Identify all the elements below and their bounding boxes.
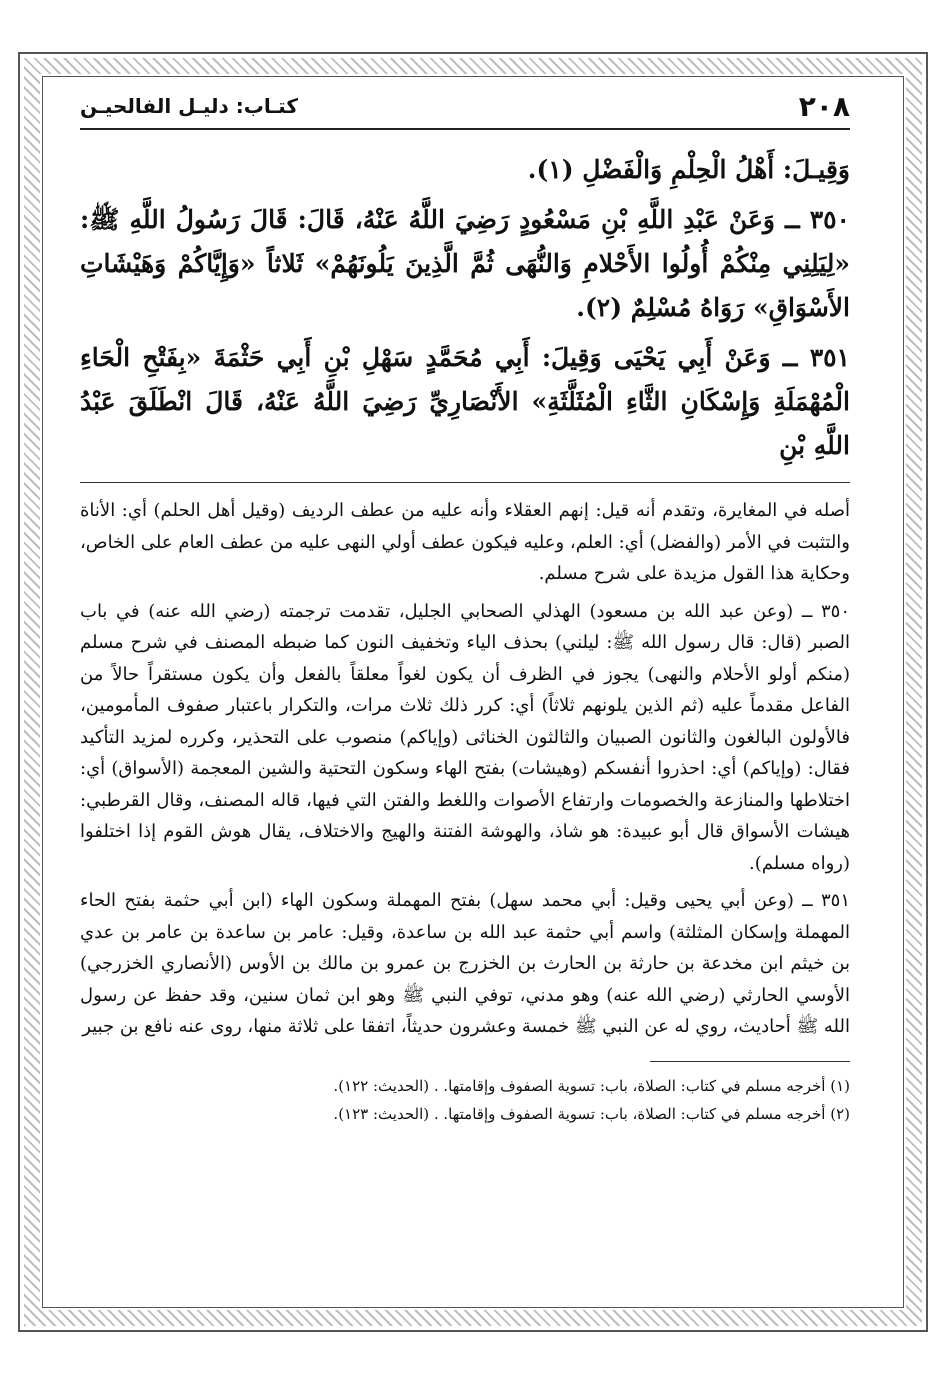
matn-paragraph: ٣٥١ ــ وَعَنْ أَبِي يَحْيَى وَقِيلَ: أَبِي مُحَمَّدٍ سَهْلِ بْنِ أَبِي حَثْمَةَ «بِفَتْحِ الْحَاءِ الْمُهْمَلَةِ وَإِسْكَانِ الثَّاءِ الْمُثَلَّثَةِ» الأَنْصَارِيِّ رَضِيَ اللَّهُ عَنْهُ، قَالَ انْطَلَقَ عَبْدُ اللَّهِ بْنِ bbox=[80, 343, 850, 460]
running-header bbox=[80, 84, 850, 130]
footnotes bbox=[80, 1072, 850, 1128]
matn-paragraph: وَقِيـلَ: أَهْلُ الْحِلْمِ وَالْفَضْلِ (١). bbox=[527, 155, 850, 184]
footnote: (٢) أخرجه مسلم في كتاب: الصلاة، باب: تسوية الصفوف وإقامتها. . (الحديث: ١٢٣). bbox=[333, 1104, 850, 1123]
footnote-separator bbox=[650, 1061, 850, 1062]
sharh-paragraph: ٣٥١ ــ (وعن أبي يحيى وقيل: أبي محمد سهل) بفتح المهملة وسكون الهاء (ابن أبي حثمة بفتح الحاء المهملة وإسكان المثلثة) واسم أبي حثمة عبد الله بن ساعدة، وقيل: عامر بن ساعدة بن عامر بن عدي بن خيثم ابن مخدعة بن حارثة بن الحارث بن الخزرج بن عمرو بن مالك بن الأوس (الأنصاري الخزرجي) الأوسي الحارثي (رضي الله عنه) وهو مدني، توفي النبي ﷺ وهو ابن ثمان سنين، وقد حفظ عن رسول الله ﷺ أحاديث، روي له عن النبي ﷺ خمسة وعشرون حديثاً، اتفقا على ثلاثة منها، روى عنه نافع بن جبير bbox=[80, 890, 851, 1037]
book-title: كتـاب: دليـل الفالحيـن bbox=[80, 94, 298, 118]
page-number: ٢٠٨ bbox=[798, 89, 850, 123]
commentary-text bbox=[80, 495, 850, 1043]
sharh-paragraph: أصله في المغايرة، وتقدم أنه قيل: إنهم العقلاء وأنه عليه من عطف الرديف (وقيل أهل الحلم) أي: الأناة والتثبت في الأمر (والفضل) أي: العلم، وعليه فيكون عطف أولي النهى عليه من عطف العام على الخاص، وحكاية هذا القول مزيدة على شرح مسلم. bbox=[80, 500, 850, 584]
page-content bbox=[80, 84, 850, 1294]
hadith-text bbox=[80, 148, 850, 468]
section-divider bbox=[80, 482, 850, 483]
footnote: (١) أخرجه مسلم في كتاب: الصلاة، باب: تسوية الصفوف وإقامتها. . (الحديث: ١٢٢). bbox=[333, 1076, 850, 1095]
sharh-paragraph: ٣٥٠ ــ (وعن عبد الله بن مسعود) الهذلي الصحابي الجليل، تقدمت ترجمته (رضي الله عنه) في باب الصبر (قال: قال رسول الله ﷺ: ليلني) بحذف الياء وتخفيف النون كما ضبطه المصنف في شرح مسلم (منكم أولو الأحلام والنهى) يجوز في الظرف أن يكون لغواً معلقاً بالفعل وأن يكون مستقراً حالاً من الفاعل مقدماً عليه (ثم الذين يلونهم ثلاثاً) أي: كرر ذلك ثلاث مرات، والتكرار باعتبار صفوف المأمومين، فالأولون البالغون والثانون الصبيان والثالثون الخناثى (وإياكم) منصوب على التحذير، وكرره لمزيد التأكيد فقال: (وإياكم) أي: احذروا أنفسكم (وهيشات) بفتح الهاء وسكون التحتية والشين المعجمة (الأسواق) أي: اختلاطها والمنازعة والخصومات وارتفاع الأصوات واللغط والفتن التي فيها، قاله المصنف، وقال القرطبي: هيشات الأسواق قال أبو عبيدة: هو شاذ، والهوشة الفتنة والهيج والاختلاف، يقال هوش القوم إذا اختلفوا (رواه مسلم). bbox=[80, 600, 850, 874]
matn-paragraph: ٣٥٠ ــ وَعَنْ عَبْدِ اللَّهِ بْنِ مَسْعُودٍ رَضِيَ اللَّهُ عَنْهُ، قَالَ: قَالَ رَسُولُ اللَّهِ ﷺ: «لِيَلِنِي مِنْكُمْ أُولُوا الأَحْلامِ وَالنُّهَى ثُمَّ الَّذِينَ يَلُونَهُمْ» ثَلاثاً «وَإِيَّاكُمْ وَهَيْشَاتِ الأَسْوَاقِ» رَوَاهُ مُسْلِمٌ (٢). bbox=[80, 205, 850, 322]
